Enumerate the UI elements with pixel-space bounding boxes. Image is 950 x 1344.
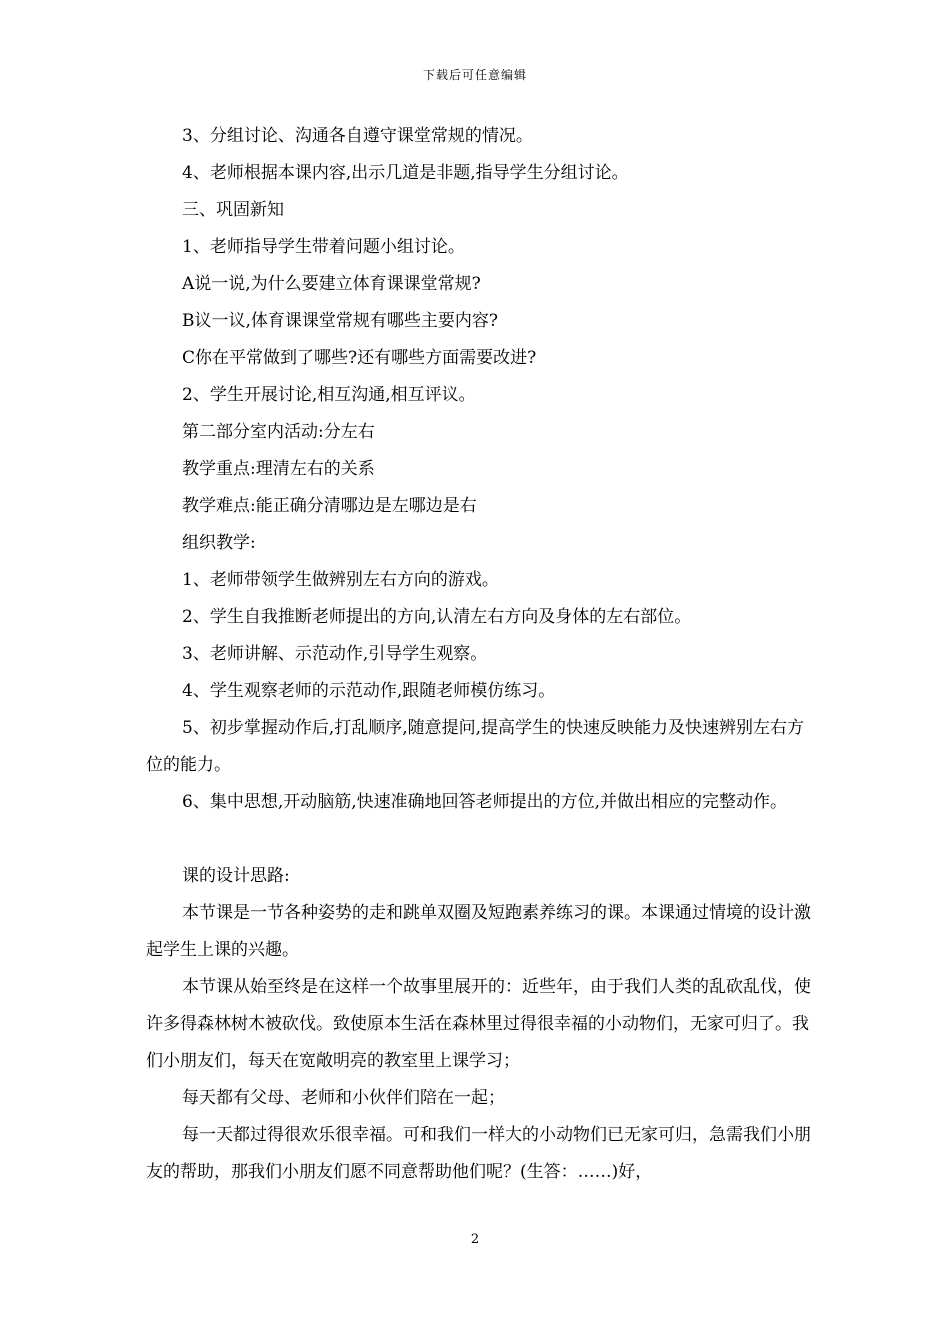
- paragraph: 课的设计思路:: [182, 866, 290, 886]
- paragraph: 4、老师根据本课内容,出示几道是非题,指导学生分组讨论。: [182, 163, 629, 183]
- paragraph: 1、老师指导学生带着问题小组讨论。: [182, 237, 465, 257]
- paragraph: C你在平常做到了哪些?还有哪些方面需要改进?: [182, 348, 537, 368]
- paragraph: 4、学生观察老师的示范动作,跟随老师模仿练习。: [182, 681, 556, 701]
- paragraph: 每天都有父母、老师和小伙伴们陪在一起；: [182, 1088, 505, 1108]
- paragraph: 5、初步掌握动作后,打乱顺序,随意提问,提高学生的快速反映能力及快速辨别左右方位的能力。: [146, 718, 805, 775]
- paragraph: 教学难点:能正确分清哪边是左哪边是右: [182, 496, 477, 516]
- page-number: 2: [470, 1232, 480, 1247]
- paragraph: 2、学生自我推断老师提出的方向,认清左右方向及身体的左右部位。: [182, 607, 692, 627]
- paragraph: 6、集中思想,开动脑筋,快速准确地回答老师提出的方位,并做出相应的完整动作。: [182, 792, 788, 812]
- paragraph: B议一议,体育课课堂常规有哪些主要内容?: [182, 311, 499, 331]
- paragraph: 本节课从始至终是在这样一个故事里展开的：近些年，由于我们人类的乱砍乱伐，使许多得森林树木被砍伐。致使原本生活在森林里过得很幸福的小动物们，无家可归了。我们小朋友们，每天在宽敞明亮的教室里上课学习；: [146, 977, 811, 1071]
- paragraph: 2、学生开展讨论,相互沟通,相互评议。: [182, 385, 476, 405]
- paragraph: 本节课是一节各种姿势的走和跳单双圈及短跑素养练习的课。本课通过情境的设计激起学生上课的兴趣。: [146, 903, 811, 960]
- section-heading: 第二部分室内活动:分左右: [182, 422, 375, 442]
- paragraph: 3、老师讲解、示范动作,引导学生观察。: [182, 644, 488, 664]
- paragraph: 3、分组讨论、沟通各自遵守课堂常规的情况。: [182, 126, 533, 146]
- paragraph: 教学重点:理清左右的关系: [182, 459, 375, 479]
- paragraph: 每一天都过得很欢乐很幸福。可和我们一样大的小动物们已无家可归，急需我们小朋友的帮助，那我们小朋友们愿不同意帮助他们呢？(生答：……)好，: [146, 1125, 811, 1182]
- page-header: 下载后可任意编辑: [422, 68, 527, 82]
- paragraph: 1、老师带领学生做辨别左右方向的游戏。: [182, 570, 499, 590]
- paragraph: A说一说,为什么要建立体育课课堂常规?: [182, 274, 481, 294]
- paragraph: 组织教学:: [182, 533, 256, 553]
- section-heading: 三、巩固新知: [182, 200, 284, 220]
